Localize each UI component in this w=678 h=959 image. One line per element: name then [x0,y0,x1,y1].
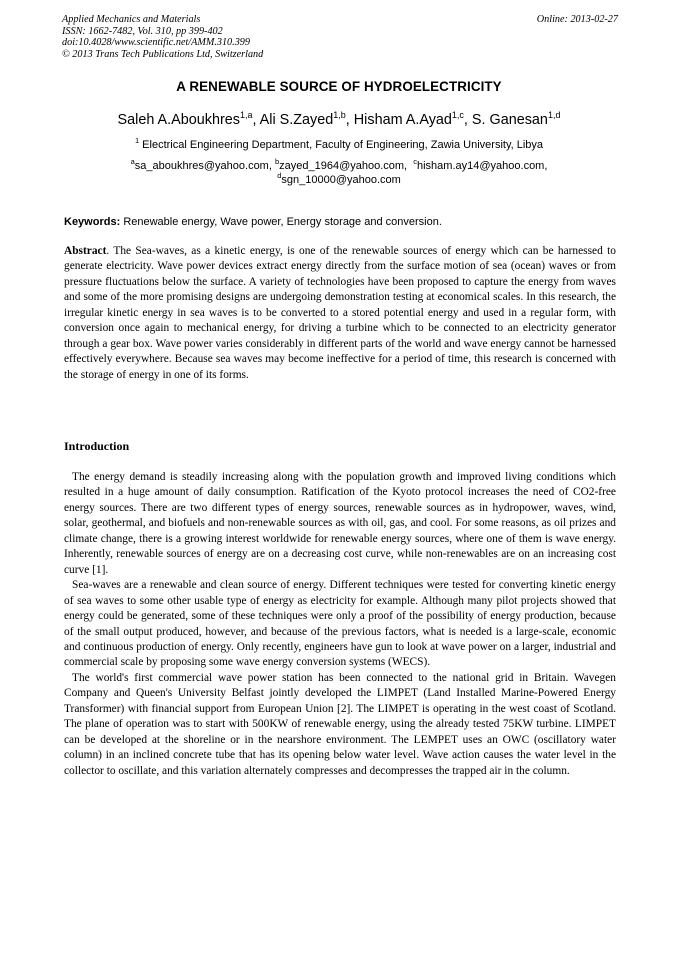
paragraph: The world's first commercial wave power station has been connected to the national grid in Britain. Wavegen Company and Queen's University Belfast jointly developed the LIMPET (Land Installed Marine-Powered Energy Transformer) with financial support from European Union [2]. The LIMPET is operating in the west coast of Scotland. The plane of operation was to start with 500KW of renewable energy, using the already tested 75KW turbine. LIMPET can be developed at the shoreline or in the nearshore environment. The LEMPET uses an OWC (oscillatory water column) in an inclined concrete tube that has its opening below water level. Wave action causes the water level in the collector to oscillate, and this variation alternately compresses and decompresses the trapped air in the column. [64,671,616,777]
author-list: Saleh A.Aboukhres$^{1,a}$, Ali S.Zayed$^{1,b}$, Hisham A.Ayad$^{1,c}$, S. Ganesan$^{1,d}$ [117,110,561,128]
keywords-label: Keywords: [64,216,121,228]
affiliation-text: Electrical Engineering Department, Faculty of Engineering, Zawia University, Libya [142,139,544,151]
email-superscript: d [277,171,282,181]
author-name: Hisham A.Ayad [353,112,452,128]
paragraph: Sea-waves are a renewable and clean source of energy. Different techniques were tested for converting kinetic energy of sea waves to some other usable type of energy as electricity for example. Although many pilot projects showed that energy could be generated, some of these techniques were only a proof of the possibility of energy production, because of the small output produced, however, and because of the previous factors, what is needed is a large-scale, economic and continuous production of energy. Only recently, engineers have gun to look at wave power on a larger, industrial and commercial scale by proposing some wave energy conversion systems (WECS). [64,579,616,669]
doi-line: doi:10.4028/www.scientific.net/AMM.310.399 [62,37,250,49]
author-superscript: 1,c [451,110,464,120]
paper-title: A RENEWABLE SOURCE OF HYDROELECTRICITY [176,79,502,94]
author-emails [0,159,678,188]
email-address: sa_aboukhres@yahoo.com, [134,160,272,172]
email-superscript: a [130,157,135,166]
email-superscript: b [274,157,280,166]
author-name: S. Ganesan [471,112,548,128]
affiliation [0,136,678,151]
issn-line: ISSN: 1662-7482, Vol. 310, pp 399-402 [62,25,223,37]
copyright-line: © 2013 Trans Tech Publications Ltd, Switzerland [62,48,264,60]
email-superscript: c [413,157,417,166]
abstract-text: . The Sea-waves, as a kinetic energy, is one of the renewable sources of energy which can be harnessed to generate electricity. Wave power devices extract energy directly from the surface motion of sea (ocean) waves or from pressure fluctuations below the surface. A variety of technologies have been proposed to capture the energy from waves and some of the more promising designs are undergoing demonstration testing at economical scales. In this research, the irregular kinetic energy in sea waves is to be converted to a stored potential energy and used in a regular form, with conversion once again to mechanical energy, for driving a turbine which to be connected to an electricity generator through a gear box. Wave power varies considerably in different parts of the world and wave energy cannot be harnessed effectively everywhere. Because sea waves may become ineffective for a period of time, this research is concerned with the storage of energy in one of its forms. [64,245,616,381]
author-name: Saleh A.Aboukhres [117,112,240,128]
section-heading-introduction: Introduction [64,439,130,453]
author-superscript: 1,d [547,110,561,120]
abstract [64,244,616,383]
email-address: zayed_1964@yahoo.com, [279,160,408,172]
journal-header [62,14,618,60]
email-address: hisham.ay14@yahoo.com, [417,160,548,172]
keywords-text: Renewable energy, Wave power, Energy storage and conversion. [123,216,442,228]
email-address: sgn_10000@yahoo.com [281,174,401,187]
paragraph: The energy demand is steadily increasing along with the population growth and improved living conditions which resulted in a huge amount of daily consumption. Ratification of the Kyoto protocol increases the need of CO2-free energy sources. There are two different types of energy sources, renewable sources as in hydropower, waves, wind, solar, geothermal, and biofuels and non-renewable sources as with oil, gas, and cool. For some reasons, as oil prizes and climate change, there is a growing interest worldwide for renewable energy sources, where one of them is wave energy. Inherently, renewable sources of energy are on a decreasing cost curve, while non-renewables are on an increasing cost curve [1]. [64,471,616,576]
author-superscript: 1,b [333,110,346,120]
abstract-label: Abstract [64,245,107,257]
introduction-body [64,470,616,779]
keywords [64,216,616,228]
online-date: Online: 2013-02-27 [536,14,618,25]
author-name: Ali S.Zayed [259,112,334,128]
affiliation-superscript: 1 [134,136,140,145]
journal-name: Applied Mechanics and Materials [62,14,201,25]
author-superscript: 1,a [239,110,253,120]
